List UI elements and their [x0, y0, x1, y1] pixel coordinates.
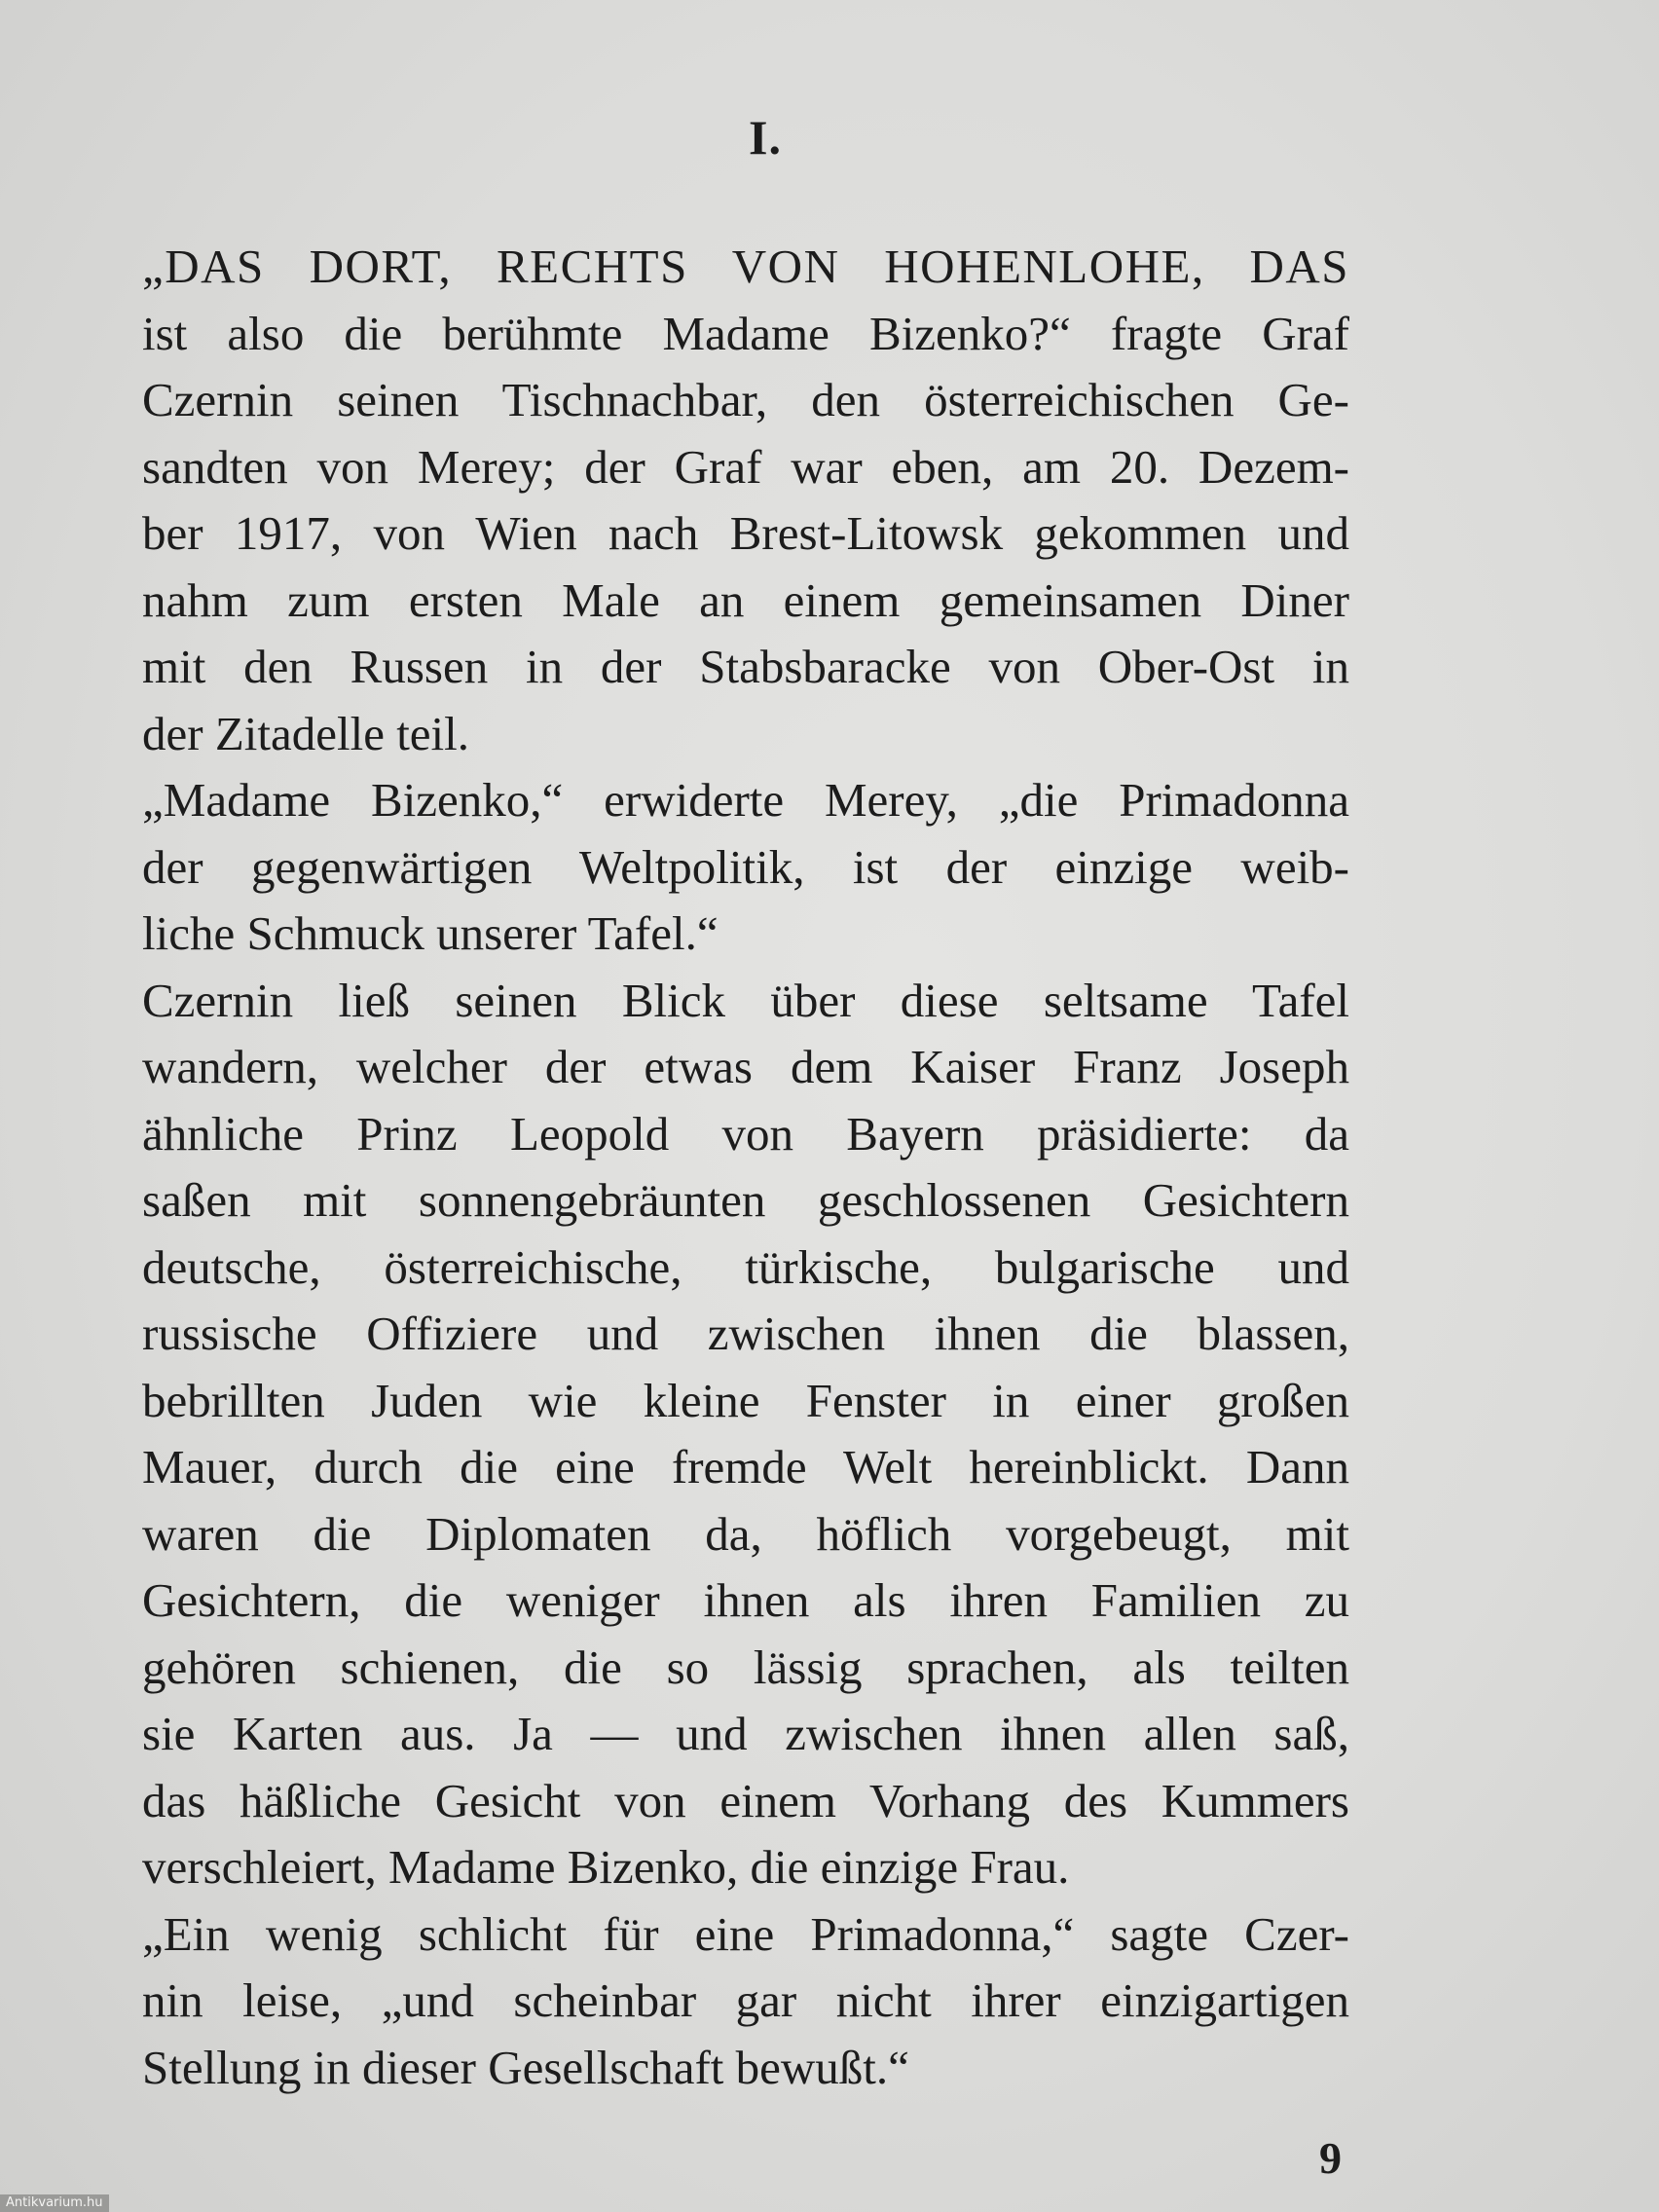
text-line: „DAS DORT, RECHTS VON HOHENLOHE, DAS: [142, 240, 1349, 293]
text-line: das häßliche Gesicht von einem Vorhang des Kummers: [142, 1773, 1349, 1827]
text-line: ber 1917, von Wien nach Brest-Litowsk gekommen und: [142, 506, 1349, 560]
text-line: deutsche, österreichische, türkische, bulgarische und: [142, 1239, 1349, 1294]
text-line: „Madame Bizenko,“ erwiderte Merey, „die Primadonna: [142, 773, 1349, 827]
text-line: der gegenwärtigen Weltpolitik, ist der einzige weib-: [142, 839, 1349, 894]
text-line: Gesichtern, die weniger ihnen als ihren Familien zu: [142, 1573, 1349, 1627]
text-line: ähnliche Prinz Leopold von Bayern präsidierte: da: [142, 1106, 1349, 1161]
page-number: 9: [1319, 2133, 1342, 2183]
text-line: gehören schienen, die so lässig sprachen, als teilten: [142, 1640, 1349, 1694]
text-line: nahm zum ersten Male an einem gemeinsamen Diner: [142, 572, 1349, 627]
text-line: sie Karten aus. Ja — und zwischen ihnen allen saß,: [142, 1707, 1349, 1760]
text-line: bebrillten Juden wie kleine Fenster in einer großen: [142, 1373, 1349, 1427]
text-line: Czernin ließ seinen Blick über diese seltsame Tafel: [142, 973, 1349, 1027]
text-line: Stellung in dieser Gesellschaft bewußt.“: [142, 2040, 909, 2094]
text-line: Czernin seinen Tischnachbar, den österreichischen Ge-: [142, 373, 1349, 426]
text-line: russische Offiziere und zwischen ihnen die blassen,: [142, 1307, 1349, 1360]
watermark: Antikvarium.hu: [0, 2194, 109, 2212]
text-line: saßen mit sonnengebräunten geschlossenen Gesichtern: [142, 1173, 1349, 1227]
text-line: waren die Diplomaten da, höflich vorgebeugt, mit: [142, 1506, 1349, 1561]
chapter-heading: I.: [749, 110, 782, 165]
text-line: liche Schmuck unserer Tafel.“: [142, 906, 719, 960]
text-line: ist also die berühmte Madame Bizenko?“ fragte Graf: [142, 306, 1349, 360]
body-text: [142, 234, 1349, 2101]
text-line: „Ein wenig schlicht für eine Primadonna,“ sagte Czer-: [142, 1906, 1349, 1961]
text-line: Mauer, durch die eine fremde Welt hereinblickt. Dann: [142, 1440, 1349, 1493]
text-line: wandern, welcher der etwas dem Kaiser Franz Joseph: [142, 1040, 1349, 1093]
text-line: mit den Russen in der Stabsbaracke von Ober-Ost in: [142, 640, 1349, 693]
text-line: nin leise, „und scheinbar gar nicht ihrer einzigartigen: [142, 1973, 1349, 2027]
text-line: verschleiert, Madame Bizenko, die einzige Frau.: [142, 1840, 1070, 1894]
text-line: der Zitadelle teil.: [142, 706, 470, 760]
text-line: sandten von Merey; der Graf war eben, am 20. Dezem-: [142, 439, 1349, 494]
